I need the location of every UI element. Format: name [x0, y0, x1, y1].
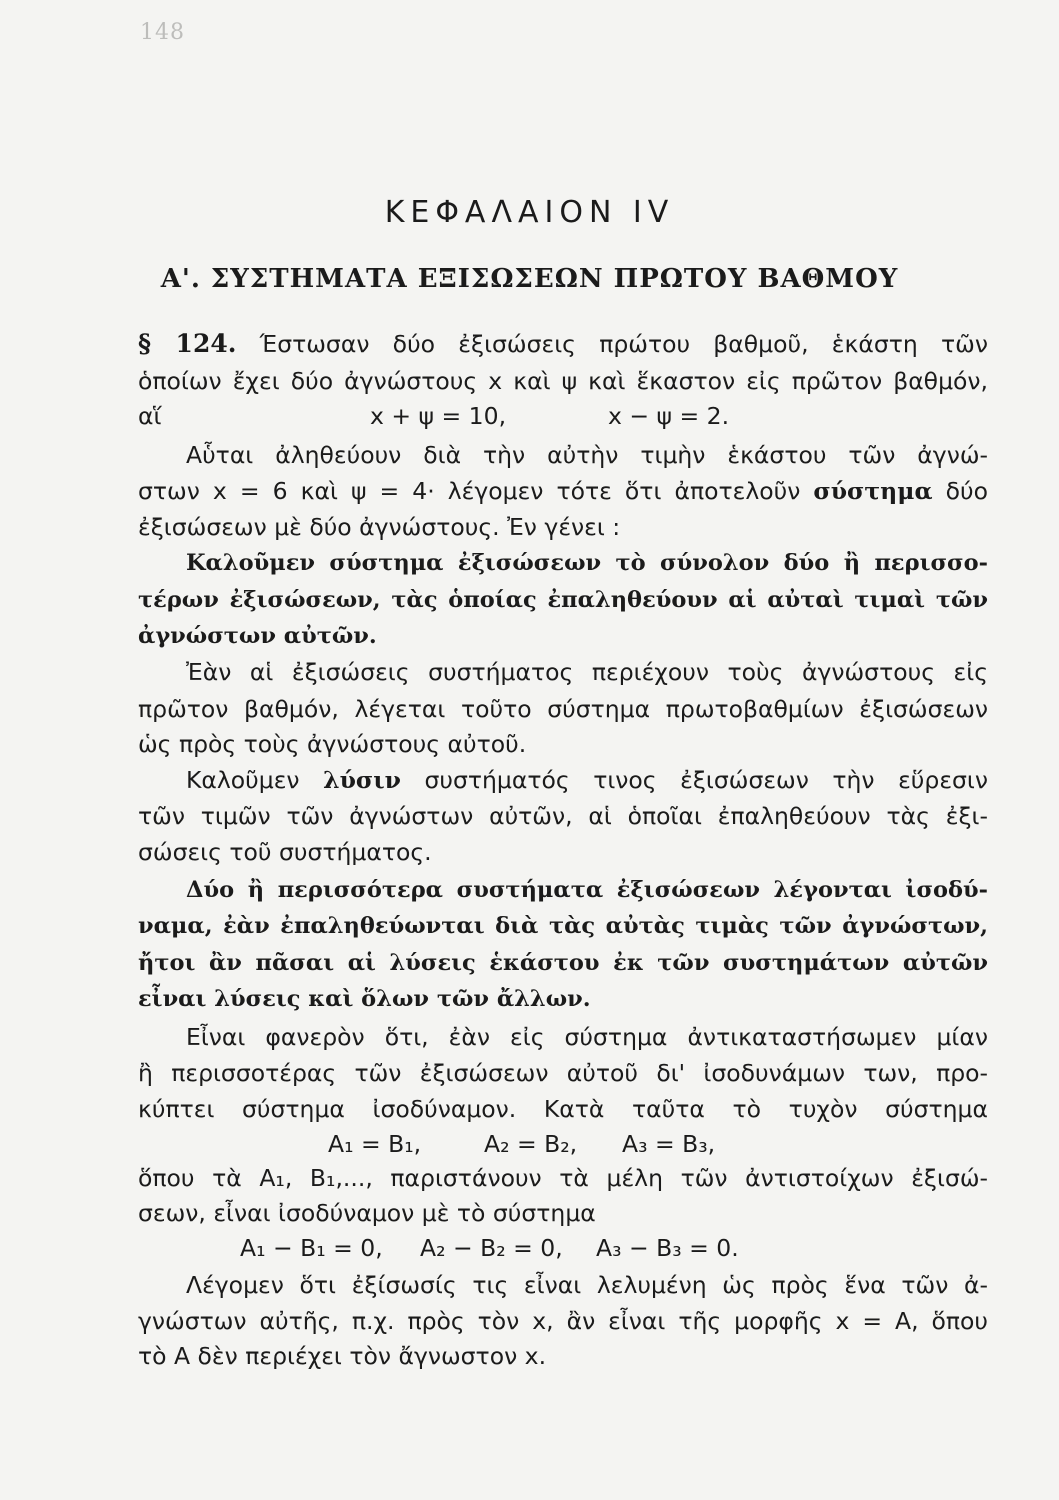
equation: A₃ = B₃, — [622, 1130, 716, 1158]
text-line: Εἶναι φανερὸν ὅτι, ἐὰν εἰς σύστημα ἀντικαταστήσωμεν μίαν — [186, 1023, 988, 1051]
chapter-title: ΚΕΦΑΛΑΙΟΝ IV — [384, 195, 675, 230]
text-line: γνώστων αὐτῆς, π.χ. πρὸς τὸν x, ἂν εἶναι τῆς μορφῆς x = A, ὅπου — [138, 1307, 988, 1335]
equation: A₃ − B₃ = 0. — [596, 1234, 739, 1262]
text-line: τὸ A δὲν περιέχει τὸν ἄγνωστον x. — [138, 1342, 547, 1370]
equation: A₂ = B₂, — [484, 1130, 578, 1158]
text-line: αἵ — [138, 402, 162, 430]
page-number: 148 — [140, 20, 185, 45]
text-line: ὡς πρὸς τοὺς ἀγνώστους αὐτοῦ. — [138, 730, 527, 758]
equation: A₁ − B₁ = 0, — [240, 1234, 383, 1262]
text-line: ναμα, ἐὰν ἐπαληθεύωνται διὰ τὰς αὐτὰς τιμὰς τῶν ἀγνώστων, — [138, 913, 988, 939]
text-line: εἶναι λύσεις καὶ ὅλων τῶν ἄλλων. — [138, 986, 591, 1012]
text-line: Λέγομεν ὅτι ἐξίσωσίς τις εἶναι λελυμένη ὡς πρὸς ἕνα τῶν ἀ- — [186, 1271, 988, 1299]
text-line: ὅπου τὰ A₁, B₁,..., παριστάνουν τὰ μέλη τῶν ἀντιστοίχων ἐξισώ- — [138, 1164, 988, 1192]
text-line: ἀγνώστων αὐτῶν. — [138, 623, 377, 649]
text-line: Καλοῦμεν σύστημα ἐξισώσεων τὸ σύνολον δύο ἢ περισσο- — [186, 550, 988, 576]
text-line: πρῶτον βαθμόν, λέγεται τοῦτο σύστημα πρωτοβαθμίων ἐξισώσεων — [138, 695, 988, 723]
bold-term: λύσιν — [323, 766, 401, 794]
text-line: τῶν τιμῶν τῶν ἀγνώστων αὐτῶν, αἱ ὁποῖαι ἐπαληθεύουν τὰς ἐξι- — [138, 802, 988, 830]
section-title: Α'. ΣΥΣΤΗΜΑΤΑ ΕΞΙΣΩΣΕΩΝ ΠΡΩΤΟΥ ΒΑΘΜΟΥ — [160, 264, 899, 294]
equation: x − ψ = 2. — [608, 402, 730, 430]
text-line: Καλοῦμεν λύσιν συστήματός τινος ἐξισώσεων τὴν εὕρεσιν — [186, 766, 988, 794]
text-line: Ἐὰν αἱ ἐξισώσεις συστήματος περιέχουν τοὺς ἀγνώστους εἰς — [186, 658, 988, 686]
text-line: Δύο ἢ περισσότερα συστήματα ἐξισώσεων λέγονται ἰσοδύ- — [186, 877, 988, 903]
text-line: ἢ περισσοτέρας τῶν ἐξισώσεων αὐτοῦ δι' ἰσοδυνάμων των, προ- — [138, 1059, 988, 1087]
text-line: § 124. Έστωσαν δύο ἐξισώσεις πρώτου βαθμοῦ, ἑκάστη τῶν — [138, 329, 988, 358]
bold-term: σύστημα — [813, 477, 933, 505]
section-mark: § 124. — [138, 329, 237, 358]
text-line: στων x = 6 καὶ ψ = 4· λέγομεν τότε ὅτι ἀποτελοῦν σύστημα δύο — [138, 477, 988, 505]
text-line: τέρων ἐξισώσεων, τὰς ὁποίας ἐπαληθεύουν αἱ αὐταὶ τιμαὶ τῶν — [138, 587, 988, 613]
text-line: ἤτοι ἂν πᾶσαι αἱ λύσεις ἑκάστου ἐκ τῶν συστημάτων αὐτῶν — [138, 950, 988, 976]
text-line: σώσεις τοῦ συστήματος. — [138, 838, 432, 866]
equation: x + ψ = 10, — [370, 402, 507, 430]
text-line: Αὗται ἀληθεύουν διὰ τὴν αὐτὴν τιμὴν ἑκάστου τῶν ἀγνώ- — [186, 441, 988, 469]
text-line: ὁποίων ἔχει δύο ἀγνώστους x καὶ ψ καὶ ἕκαστον εἰς πρῶτον βαθμόν, — [138, 367, 988, 395]
text-line: σεων, εἶναι ἰσοδύναμον μὲ τὸ σύστημα — [138, 1199, 596, 1227]
equation: A₁ = B₁, — [328, 1130, 422, 1158]
text-line: κύπτει σύστημα ἰσοδύναμον. Κατὰ ταῦτα τὸ τυχὸν σύστημα — [138, 1095, 988, 1123]
text-line: ἐξισώσεων μὲ δύο ἀγνώστους. Ἐν γένει : — [138, 513, 621, 541]
equation: A₂ − B₂ = 0, — [420, 1234, 563, 1262]
